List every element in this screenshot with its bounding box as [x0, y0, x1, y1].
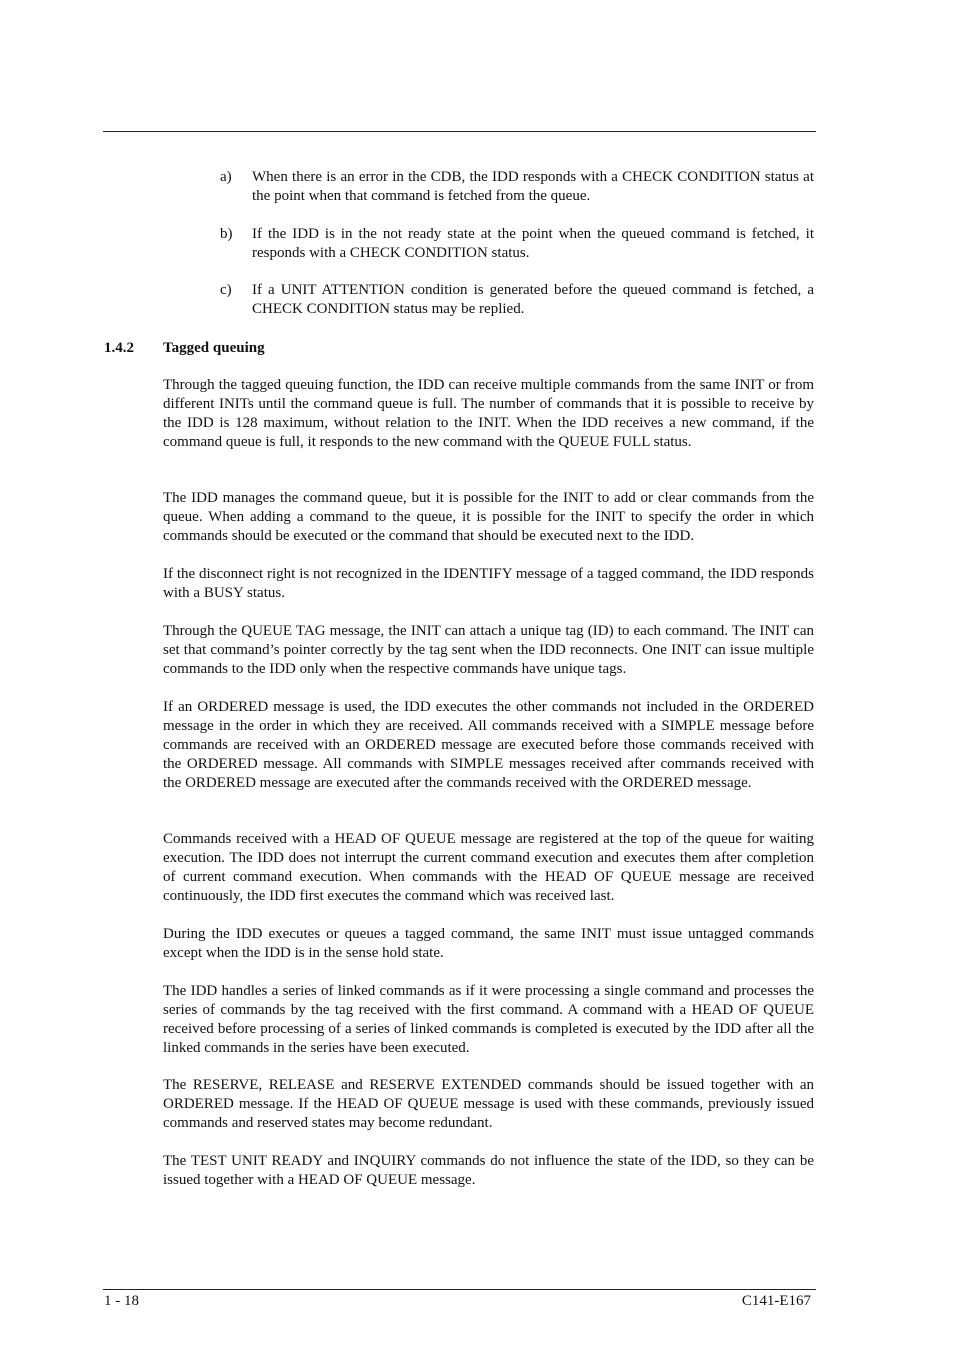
list-marker: a): [220, 169, 232, 185]
paragraph: Commands received with a HEAD OF QUEUE message are registered at the top of the queue for waiting execution. The IDD does not interrupt the current command execution and executes them after completion of current command execution. When commands with the HEAD OF QUEUE message are received continuously, the IDD first executes the command which was received last.: [163, 831, 814, 904]
paragraph: Through the tagged queuing function, the IDD can receive multiple commands from the same INIT or from different INITs until the command queue is full. The number of commands that it is possible to receive by the IDD is 128 maximum, without relation to the INIT. When the IDD receives a new command, if the command queue is full, it responds to the new command with the QUEUE FULL status.: [163, 377, 814, 450]
list-marker: c): [220, 282, 232, 298]
list-text: If the IDD is in the not ready state at the point when the queued command is fetched, it responds with a CHECK CONDITION status.: [252, 226, 814, 261]
footer-rule: [103, 1289, 816, 1290]
list-marker: b): [220, 226, 233, 242]
page-number: 1 - 18: [104, 1293, 139, 1309]
header-rule: [103, 131, 816, 132]
paragraph: The RESERVE, RELEASE and RESERVE EXTENDED commands should be issued together with an ORDERED message. If the HEAD OF QUEUE message is used with these commands, previously issued commands and reserved states may become redundant.: [163, 1077, 814, 1131]
list-item-b: [220, 225, 814, 263]
section-title: Tagged queuing: [163, 340, 265, 356]
paragraph: The IDD handles a series of linked commands as if it were processing a single command and processes the series of commands by the tag received with the first command. A command with a HEAD OF QUEUE received before processing of a series of linked commands is completed is executed by the IDD after all the linked commands in the series have been executed.: [163, 983, 814, 1056]
document-id: C141-E167: [741, 1293, 811, 1309]
section-number: 1.4.2: [104, 340, 134, 356]
list-item-a: [220, 168, 814, 206]
paragraph: If an ORDERED message is used, the IDD executes the other commands not included in the ORDERED message in the order in which they are received. All commands received with a SIMPLE message before commands are received with an ORDERED message are executed before those commands received with the ORDERED message. All commands with SIMPLE messages received after commands received with the ORDERED message are executed after the commands received with the ORDERED message.: [163, 699, 814, 791]
paragraph: The TEST UNIT READY and INQUIRY commands do not influence the state of the IDD, so they can be issued together with a HEAD OF QUEUE message.: [163, 1153, 814, 1188]
list-text: When there is an error in the CDB, the IDD responds with a CHECK CONDITION status at the point when that command is fetched from the queue.: [252, 169, 814, 204]
list-item-c: [220, 281, 814, 319]
paragraph: If the disconnect right is not recognized in the IDENTIFY message of a tagged command, the IDD responds with a BUSY status.: [163, 566, 814, 601]
paragraph: During the IDD executes or queues a tagged command, the same INIT must issue untagged commands except when the IDD is in the sense hold state.: [163, 926, 814, 961]
section-heading: [104, 339, 265, 358]
paragraph: The IDD manages the command queue, but it is possible for the INIT to add or clear commands from the queue. When adding a command to the queue, it is possible for the INIT to specify the order in which commands should be executed or the command that should be executed next to the IDD.: [163, 490, 814, 544]
paragraph: Through the QUEUE TAG message, the INIT can attach a unique tag (ID) to each command. The INIT can set that command’s pointer correctly by the tag sent when the IDD reconnects. One INIT can issue multiple commands to the IDD only when the respective commands have unique tags.: [163, 623, 814, 677]
list-text: If a UNIT ATTENTION condition is generated before the queued command is fetched, a CHECK CONDITION status may be replied.: [252, 282, 814, 317]
